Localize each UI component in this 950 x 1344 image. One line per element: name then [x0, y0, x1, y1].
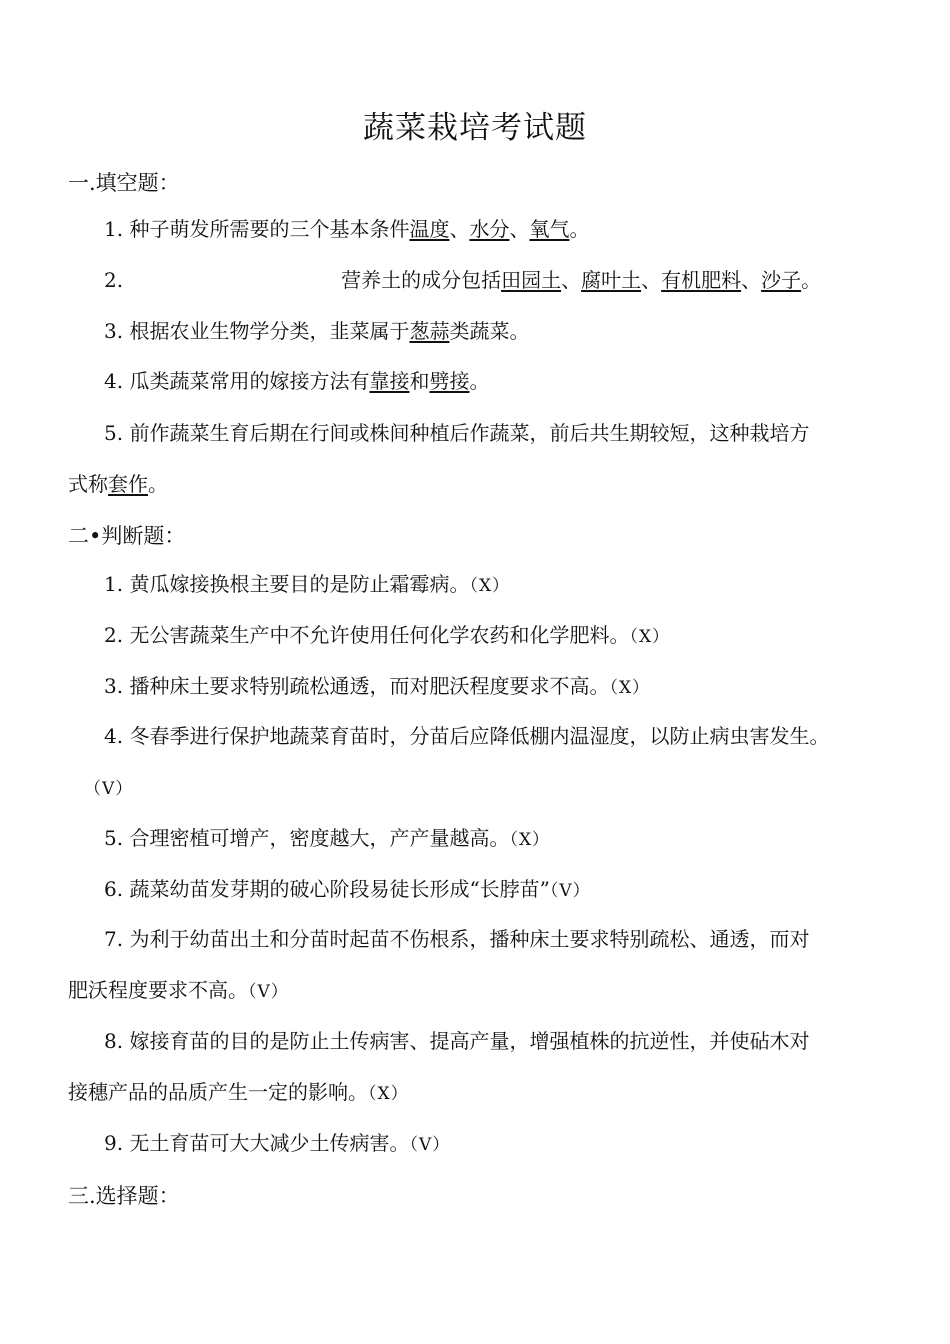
question-text: 根据农业生物学分类，韭菜属于 — [129, 319, 410, 343]
question-text: 肥沃程度要求不高。 — [68, 978, 248, 1002]
separator: 、 — [561, 268, 582, 292]
answer-mark: （X） — [629, 627, 671, 647]
fill-question-1 — [104, 216, 589, 242]
answer-blank: 套作 — [108, 472, 148, 496]
question-number: 1. — [104, 572, 124, 596]
question-number: 8. — [104, 1029, 124, 1053]
answer-blank: 劈接 — [429, 369, 470, 393]
answer-blank: 水分 — [469, 217, 510, 241]
fill-question-4 — [104, 368, 489, 394]
separator: 、 — [641, 268, 662, 292]
judge-question-6 — [104, 876, 591, 904]
question-text: 播种床土要求特别疏松通透，而对肥沃程度要求不高。 — [129, 674, 610, 698]
answer-mark: （V） — [549, 881, 591, 901]
answer-blank: 靠接 — [369, 369, 410, 393]
question-text: 冬春季进行保护地蔬菜育苗时，分苗后应降低棚内温湿度，以防止病虫害发生。 — [129, 724, 830, 748]
question-number: 7. — [104, 927, 124, 951]
question-number: 3. — [104, 319, 124, 343]
question-text: 瓜类蔬菜常用的嫁接方法有 — [129, 369, 370, 393]
punctuation: 。 — [801, 268, 822, 292]
answer-mark: （X） — [368, 1084, 409, 1104]
separator: 、 — [509, 217, 530, 241]
fill-question-2 — [104, 267, 821, 293]
judge-question-2 — [104, 622, 670, 650]
question-text: 无公害蔬菜生产中不允许使用任何化学农药和化学肥料。 — [129, 623, 630, 647]
question-number: 5. — [104, 826, 124, 850]
answer-blank: 沙子 — [761, 268, 802, 292]
question-text: 接穗产品的品质产生一定的影响。 — [68, 1080, 368, 1104]
judge-question-5 — [104, 825, 550, 853]
question-text: 营养土的成分包括 — [341, 268, 502, 292]
fill-question-5-line-2 — [68, 471, 168, 497]
question-number: 4. — [104, 369, 124, 393]
question-text: 合理密植可增产，密度越大，产产量越高。 — [129, 826, 510, 850]
section-heading-fill-in: 一.填空题： — [68, 171, 180, 195]
separator: 、 — [449, 217, 470, 241]
question-number: 1. — [104, 217, 124, 241]
separator: 、 — [741, 268, 762, 292]
question-text: 为利于幼苗出土和分苗时起苗不伤根系，播种床土要求特别疏松、通透，而对 — [129, 927, 810, 951]
answer-blank: 田园土 — [501, 268, 562, 292]
answer-blank: 温度 — [409, 217, 450, 241]
punctuation: 。 — [148, 472, 168, 496]
judge-question-7-line-1 — [104, 926, 809, 952]
answer-blank: 氧气 — [529, 217, 570, 241]
question-number: 6. — [104, 877, 124, 901]
judge-question-7-line-2 — [68, 977, 289, 1005]
question-text: 前作蔬菜生育后期在行间或株间种植后作蔬菜，前后共生期较短，这种栽培方 — [129, 421, 810, 445]
judge-question-9 — [104, 1130, 450, 1158]
answer-blank: 有机肥料 — [661, 268, 742, 292]
judge-question-8-line-1 — [104, 1028, 809, 1054]
judge-question-1 — [104, 571, 510, 599]
conjunction: 和 — [409, 369, 430, 393]
punctuation: 。 — [469, 369, 490, 393]
answer-mark: （V） — [409, 1135, 451, 1155]
answer-blank: 腐叶土 — [581, 268, 642, 292]
fill-question-3 — [104, 318, 529, 344]
page-title: 蔬菜栽培考试题 — [363, 110, 587, 146]
fill-question-5-line-1 — [104, 420, 809, 446]
section-heading-true-false: 二•判断题： — [68, 524, 186, 548]
answer-mark: （V） — [248, 982, 289, 1002]
question-number: 2. — [104, 623, 124, 647]
section-heading-multiple-choice: 三.选择题： — [68, 1184, 180, 1208]
judge-question-4-mark-line — [84, 774, 133, 802]
question-text: 式称 — [68, 472, 108, 496]
question-number: 4. — [104, 724, 124, 748]
question-text: 蔬菜幼苗发芽期的破心阶段易徒长形成“长脖苗” — [129, 877, 550, 901]
answer-mark: （V） — [84, 779, 134, 799]
question-text: 种子萌发所需要的三个基本条件 — [129, 217, 410, 241]
answer-mark: （X） — [609, 678, 651, 698]
question-number: 3. — [104, 674, 124, 698]
question-text-end: 类蔬菜。 — [449, 319, 530, 343]
answer-blank: 葱蒜 — [409, 319, 450, 343]
question-text: 黄瓜嫁接换根主要目的是防止霜霉病。 — [129, 572, 470, 596]
judge-question-8-line-2 — [68, 1079, 409, 1107]
punctuation: 。 — [569, 217, 590, 241]
question-number: 9. — [104, 1131, 124, 1155]
question-number: 5. — [104, 421, 124, 445]
question-text: 嫁接育苗的目的是防止土传病害、提高产量，增强植株的抗逆性，并使砧木对 — [129, 1029, 810, 1053]
question-number: 2. — [104, 268, 124, 292]
answer-mark: （X） — [469, 576, 511, 596]
judge-question-4 — [104, 723, 829, 749]
judge-question-3 — [104, 673, 650, 701]
answer-mark: （X） — [509, 830, 551, 850]
question-text: 无土育苗可大大减少土传病害。 — [129, 1131, 410, 1155]
